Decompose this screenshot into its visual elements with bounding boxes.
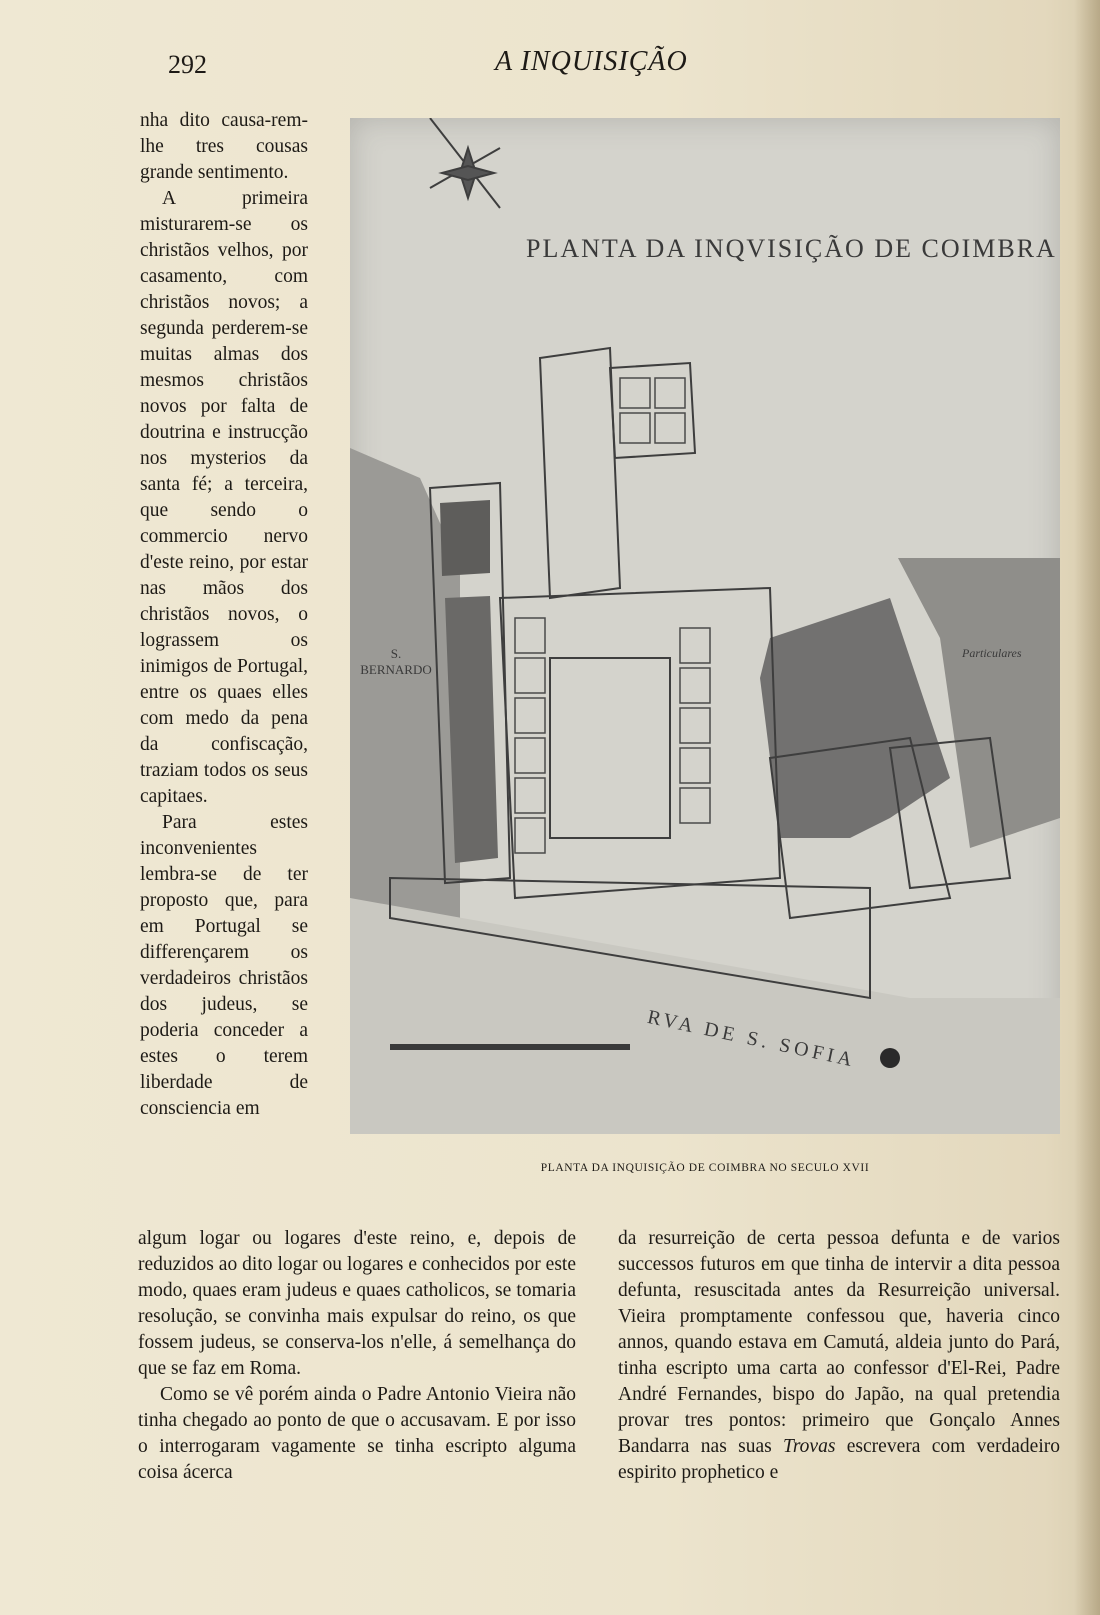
- plan-illustration: [350, 118, 1060, 1134]
- narrow-paragraph-2: A primeira misturarem-se os christãos velhos, por casamento, com christãos novos; a segunda perderem-se muitas almas dos mesmos christãos novos por falta de doutrina e instrucção nos mysterios da santa fé; a terceira, que sendo o commercio nervo d'este reino, por estar nas mãos dos christãos novos, o lograssem os inimigos de Portugal, entre os quaes elles com medo da pena da confiscação, traziam todos os seus capitaes.: [140, 188, 308, 807]
- running-title: A INQUISIÇÃO: [495, 46, 688, 77]
- plan-label-street: RVA DE S. SOFIA: [645, 1006, 858, 1072]
- figure-caption: PLANTA DA INQUISIÇÃO DE COIMBRA NO SECULO XVII: [540, 1162, 870, 1174]
- narrow-text-column: [140, 108, 308, 1122]
- garden-dark-area: [760, 598, 950, 838]
- ink-spot: [880, 1048, 900, 1068]
- plan-drawing: [350, 118, 1060, 1134]
- plan-label-sao-bernardo: S. BERNARDO: [360, 646, 432, 677]
- right-text-column: [618, 1226, 1060, 1486]
- left-paragraph-2: Como se vê porém ainda o Padre Antonio Vieira não tinha chegado ao ponto de que o accusavam. E por isso o interrogaram vagamente se tinha escripto alguma coisa ácerca: [138, 1384, 576, 1483]
- plan-title: PLANTA DA INQVISIÇÃO DE COIMBRA: [526, 234, 1057, 263]
- page-edge-shadow: [1074, 0, 1100, 1615]
- right-paragraph-1: [618, 1226, 1060, 1486]
- left-paragraph-1: algum logar ou logares d'este reino, e, depois de reduzidos ao dito logar ou logares e conhecidos por este modo, quaes eram judeus e quaes catholicos, se tomaria resolução, se convinha mais expulsar do reino, os que fossem judeus, se conserva-los n'elle, á semelhança do que se faz em Roma.: [138, 1228, 576, 1379]
- left-text-column: [138, 1226, 576, 1486]
- pool-small: [440, 500, 490, 576]
- plan-label-particulares: Particulares: [962, 646, 1022, 660]
- compass-rose-icon: [430, 118, 500, 208]
- italic-trovas: Trovas: [783, 1436, 836, 1457]
- street-band: [350, 898, 1060, 1134]
- page-number: 292: [168, 50, 207, 79]
- narrow-paragraph-3: Para estes inconvenientes lembra-se de ter proposto que, para em Portugal se differençarem os verdadeiros christãos dos judeus, se poderia conceder a estes o terem liberdade de consciencia em: [140, 812, 308, 1119]
- right-text-after: escrevera com verdadeiro espirito prophetico e: [618, 1436, 1060, 1483]
- narrow-paragraph-1: nha dito causa-rem-lhe tres cousas grande sentimento.: [140, 110, 308, 183]
- right-text-before: da resurreição de certa pessoa defunta e de varios successos futuros em que tinha de intervir a dita pessoa defunta, resuscitada antes da Resurreição universal. Vieira promptamente confessou que, haveria cinco annos, quando estava em Camutá, aldeia junto do Pará, tinha escripto uma carta ao confessor d'El-Rei, Padre André Fernandes, bispo do Japão, na qual pretendia provar tres pontos: primeiro que Gonçalo Annes Bandarra nas suas: [618, 1228, 1060, 1457]
- scale-bar: [390, 1044, 630, 1050]
